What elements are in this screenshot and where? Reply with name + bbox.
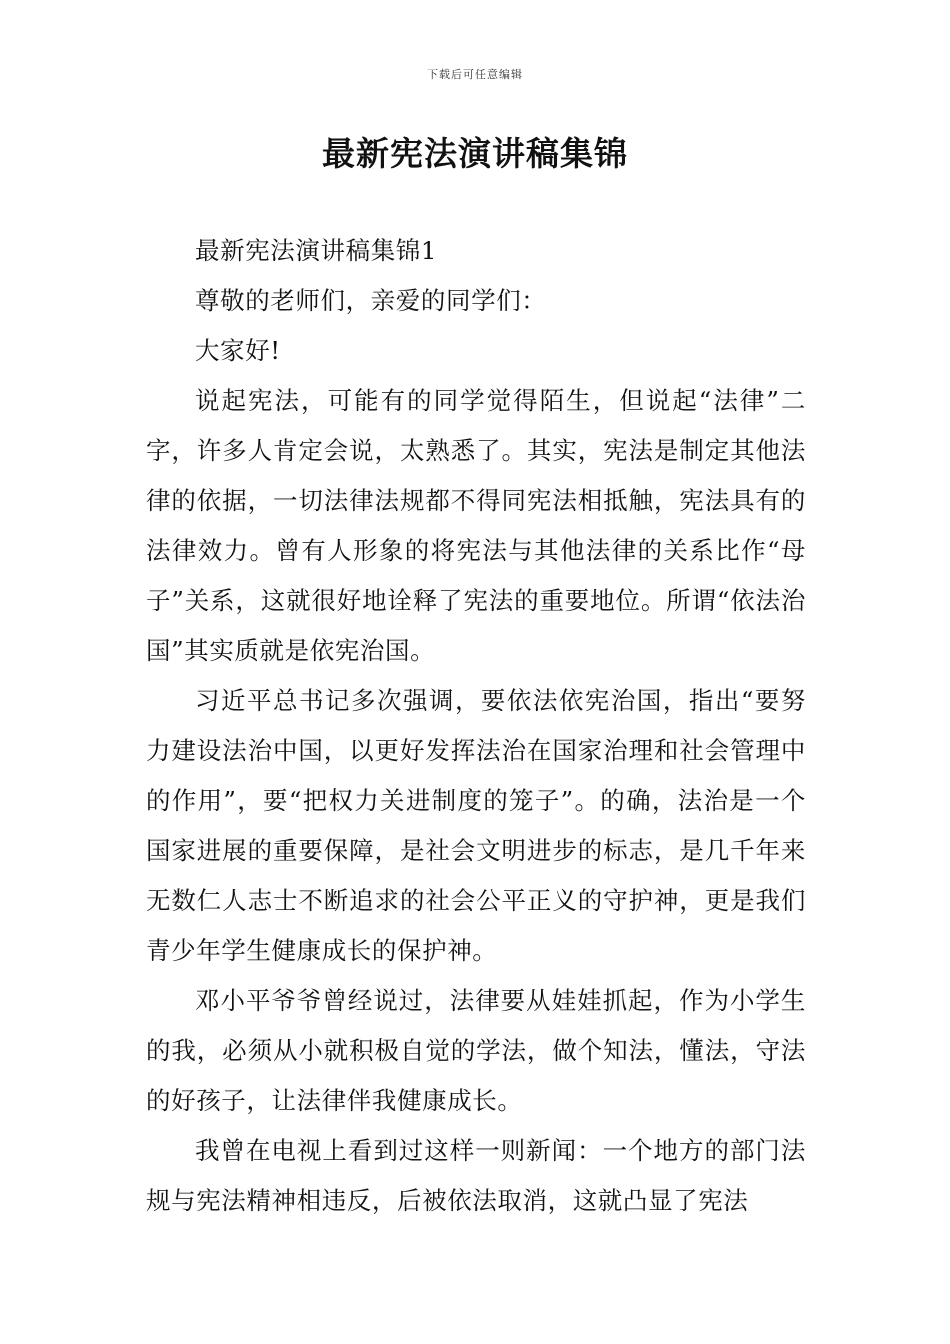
header-note: 下载后可任意编辑	[427, 68, 523, 81]
document-body	[146, 226, 806, 1226]
paragraph-greeting: 大家好!	[195, 336, 281, 365]
paragraph-subtitle: 最新宪法演讲稿集锦1	[195, 236, 438, 265]
paragraph-body: 我曾在电视上看到过这样一则新闻：一个地方的部门法规与宪法精神相违反，后被依法取消，这就凸显了宪法	[146, 1136, 806, 1215]
document-title: 最新宪法演讲稿集锦	[322, 134, 628, 173]
paragraph-body: 说起宪法，可能有的同学觉得陌生，但说起“法律”二字，许多人肯定会说，太熟悉了。其实，宪法是制定其他法律的依据，一切法律法规都不得同宪法相抵触，宪法具有的法律效力。曾有人形象的将宪法与其他法律的关系比作“母子”关系，这就很好地诠释了宪法的重要地位。所谓“依法治国”其实质就是依宪治国。	[146, 386, 806, 665]
paragraph-body: 邓小平爷爷曾经说过，法律要从娃娃抓起，作为小学生的我，必须从小就积极自觉的学法，做个知法，懂法，守法的好孩子，让法律伴我健康成长。	[146, 986, 806, 1115]
paragraph-salutation: 尊敬的老师们，亲爱的同学们：	[195, 286, 547, 315]
paragraph-body: 习近平总书记多次强调，要依法依宪治国，指出“要努力建设法治中国，以更好发挥法治在国家治理和社会管理中的作用”，要“把权力关进制度的笼子”。的确，法治是一个国家进展的重要保障，是社会文明进步的标志，是几千年来无数仁人志士不断追求的社会公平正义的守护神，更是我们青少年学生健康成长的保护神。	[146, 686, 806, 965]
